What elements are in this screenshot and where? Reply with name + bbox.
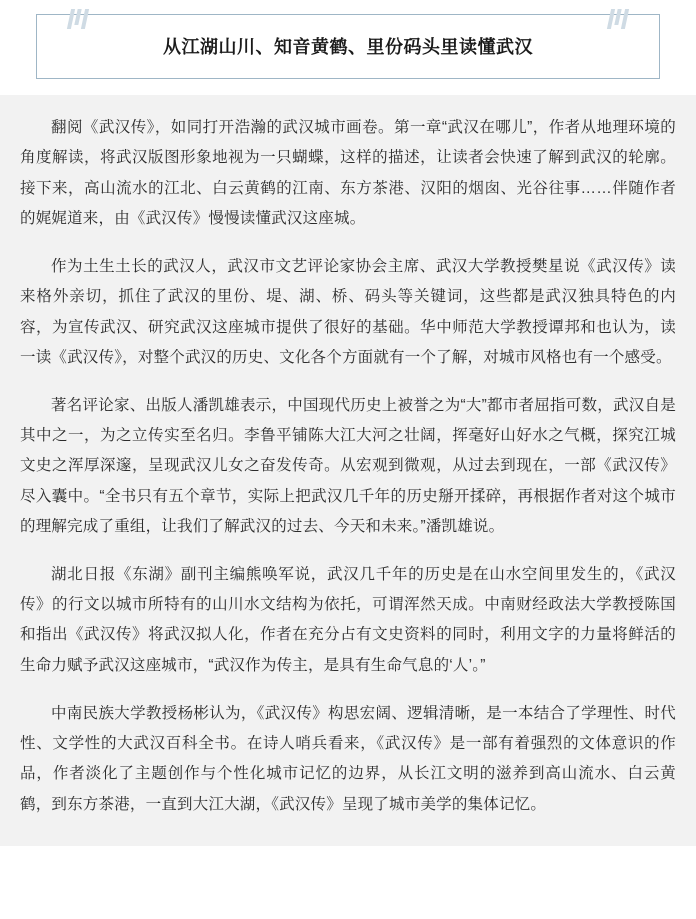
- title-box: [36, 14, 660, 79]
- paragraph: 翻阅《武汉传》，如同打开浩瀚的武汉城市画卷。第一章“武汉在哪儿”，作者从地理环境的角度解读，将武汉版图形象地视为一只蝴蝶，这样的描述，让读者会快速了解到武汉的轮廓。接下来，高山流水的江北、白云黄鹤的江南、东方茶港、汉阳的烟囱、光谷往事……伴随作者的娓娓道来，由《武汉传》慢慢读懂武汉这座城。: [20, 119, 676, 227]
- article-title: 从江湖山川、知音黄鹤、里份码头里读懂武汉: [163, 37, 533, 57]
- title-section: [0, 0, 696, 89]
- quote-decoration-left-icon: [69, 9, 87, 29]
- quote-decoration-right-icon: [609, 9, 627, 29]
- paragraph: 作为土生土长的武汉人，武汉市文艺评论家协会主席、武汉大学教授樊星说《武汉传》读来格外亲切，抓住了武汉的里份、堤、湖、桥、码头等关键词，这些都是武汉独具特色的内容，为宣传武汉、研究武汉这座城市提供了很好的基础。华中师范大学教授谭邦和也认为，读一读《武汉传》，对整个武汉的历史、文化各个方面就有一个了解，对城市风格也有一个感受。: [20, 258, 676, 366]
- paragraph: 中南民族大学教授杨彬认为，《武汉传》构思宏阔、逻辑清晰，是一本结合了学理性、时代性、文学性的大武汉百科全书。在诗人哨兵看来，《武汉传》是一部有着强烈的文体意识的作品，作者淡化了主题创作与个性化城市记忆的边界，从长江文明的滋养到高山流水、白云黄鹤，到东方茶港，一直到大江大湖，《武汉传》呈现了城市美学的集体记忆。: [20, 704, 676, 813]
- article-body: [0, 95, 696, 846]
- paragraph: 著名评论家、出版人潘凯雄表示，中国现代历史上被誉之为“大”都市者屈指可数，武汉自是其中之一，为之立传实至名归。李鲁平铺陈大江大河之壮阔，挥毫好山好水之气概，探究江城文史之浑厚深邃，呈现武汉儿女之奋发传奇。从宏观到微观，从过去到现在，一部《武汉传》尽入囊中。“全书只有五个章节，实际上把武汉几千年的历史掰开揉碎，再根据作者对这个城市的理解完成了重组，让我们了解武汉的过去、今天和未来。”潘凯雄说。: [20, 396, 676, 535]
- paragraph: 湖北日报《东湖》副刊主编熊唤军说，武汉几千年的历史是在山水空间里发生的，《武汉传》的行文以城市所特有的山川水文结构为依托，可谓浑然天成。中南财经政法大学教授陈国和指出《武汉传》将武汉拟人化，作者在充分占有文史资料的同时，利用文字的力量将鲜活的生命力赋予武汉这座城市，“武汉作为传主，是具有生命气息的‘人’。”: [20, 566, 676, 674]
- article-content: [20, 113, 676, 820]
